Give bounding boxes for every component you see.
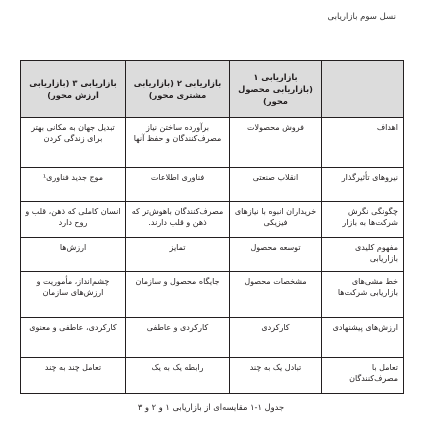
row-label-cell: مفهوم کلیدی بازاریابی [322, 238, 404, 272]
table-cell: رابطه یک به یک [126, 358, 230, 394]
table-cell: توسعه محصول [230, 238, 322, 272]
table-row [21, 238, 404, 272]
table-cell: ارزش‌ها [21, 238, 126, 272]
running-header: نسل سوم بازاریابی [327, 12, 396, 22]
table-cell: تعامل چند به چند [21, 358, 126, 394]
table-row [21, 358, 404, 394]
table-cell: موج جدید فناوری¹ [21, 168, 126, 202]
row-label-cell: تعامل با مصرف‌کنندگان [322, 358, 404, 394]
table-cell: کارکردی [230, 318, 322, 358]
header-cell-empty [322, 61, 404, 118]
table-cell: تمایز [126, 238, 230, 272]
row-label-cell: چگونگی نگرش شرکت‌ها به بازار [322, 202, 404, 238]
comparison-table-container [21, 60, 404, 394]
row-label-cell: نیروهای تأثیرگذار [322, 168, 404, 202]
table-cell: مشخصات محصول [230, 272, 322, 318]
table-cell: برآورده ساختن نیاز مصرف‌کنندگان و حفظ آنها [126, 118, 230, 168]
table-cell: چشم‌انداز، مأموریت و ارزش‌های سازمان [21, 272, 126, 318]
table-cell: تبادل یک به چند [230, 358, 322, 394]
table-header-row [21, 61, 404, 118]
table-cell: جایگاه محصول و سازمان [126, 272, 230, 318]
table-cell: خریداران انبوه با نیازهای فیزیکی [230, 202, 322, 238]
header-cell-marketing-1: بازاریابی ۱ (بازاریابی محصول محور) [230, 61, 322, 118]
table-cell: فروش محصولات [230, 118, 322, 168]
table-caption: جدول ۱-۱ مقایسه‌ای از بازاریابی ۱ و ۲ و ۳ [137, 402, 285, 412]
row-label-cell: اهداف [322, 118, 404, 168]
row-label-cell: خط مشی‌های بازاریابی شرکت‌ها [322, 272, 404, 318]
header-cell-marketing-2: بازاریابی ۲ (بازاریابی مشتری محور) [126, 61, 230, 118]
comparison-table [20, 60, 404, 394]
table-cell: کارکردی و عاطفی [126, 318, 230, 358]
table-row [21, 318, 404, 358]
table-cell: کارکردی، عاطفی و معنوی [21, 318, 126, 358]
table-cell: تبدیل جهان به مکانی بهتر برای زندگی کردن [21, 118, 126, 168]
row-label-cell: ارزش‌های پیشنهادی [322, 318, 404, 358]
header-cell-marketing-3: بازاریابی ۳ (بازاریابی ارزش محور) [21, 61, 126, 118]
table-cell: مصرف‌کنندگان باهوش‌تر که ذهن و قلب دارند. [126, 202, 230, 238]
table-row [21, 272, 404, 318]
table-cell: فناوری اطلاعات [126, 168, 230, 202]
table-cell: انسان کاملی که ذهن، قلب و روح دارد [21, 202, 126, 238]
table-row [21, 168, 404, 202]
table-cell: انقلاب صنعتی [230, 168, 322, 202]
table-row [21, 202, 404, 238]
table-row [21, 118, 404, 168]
